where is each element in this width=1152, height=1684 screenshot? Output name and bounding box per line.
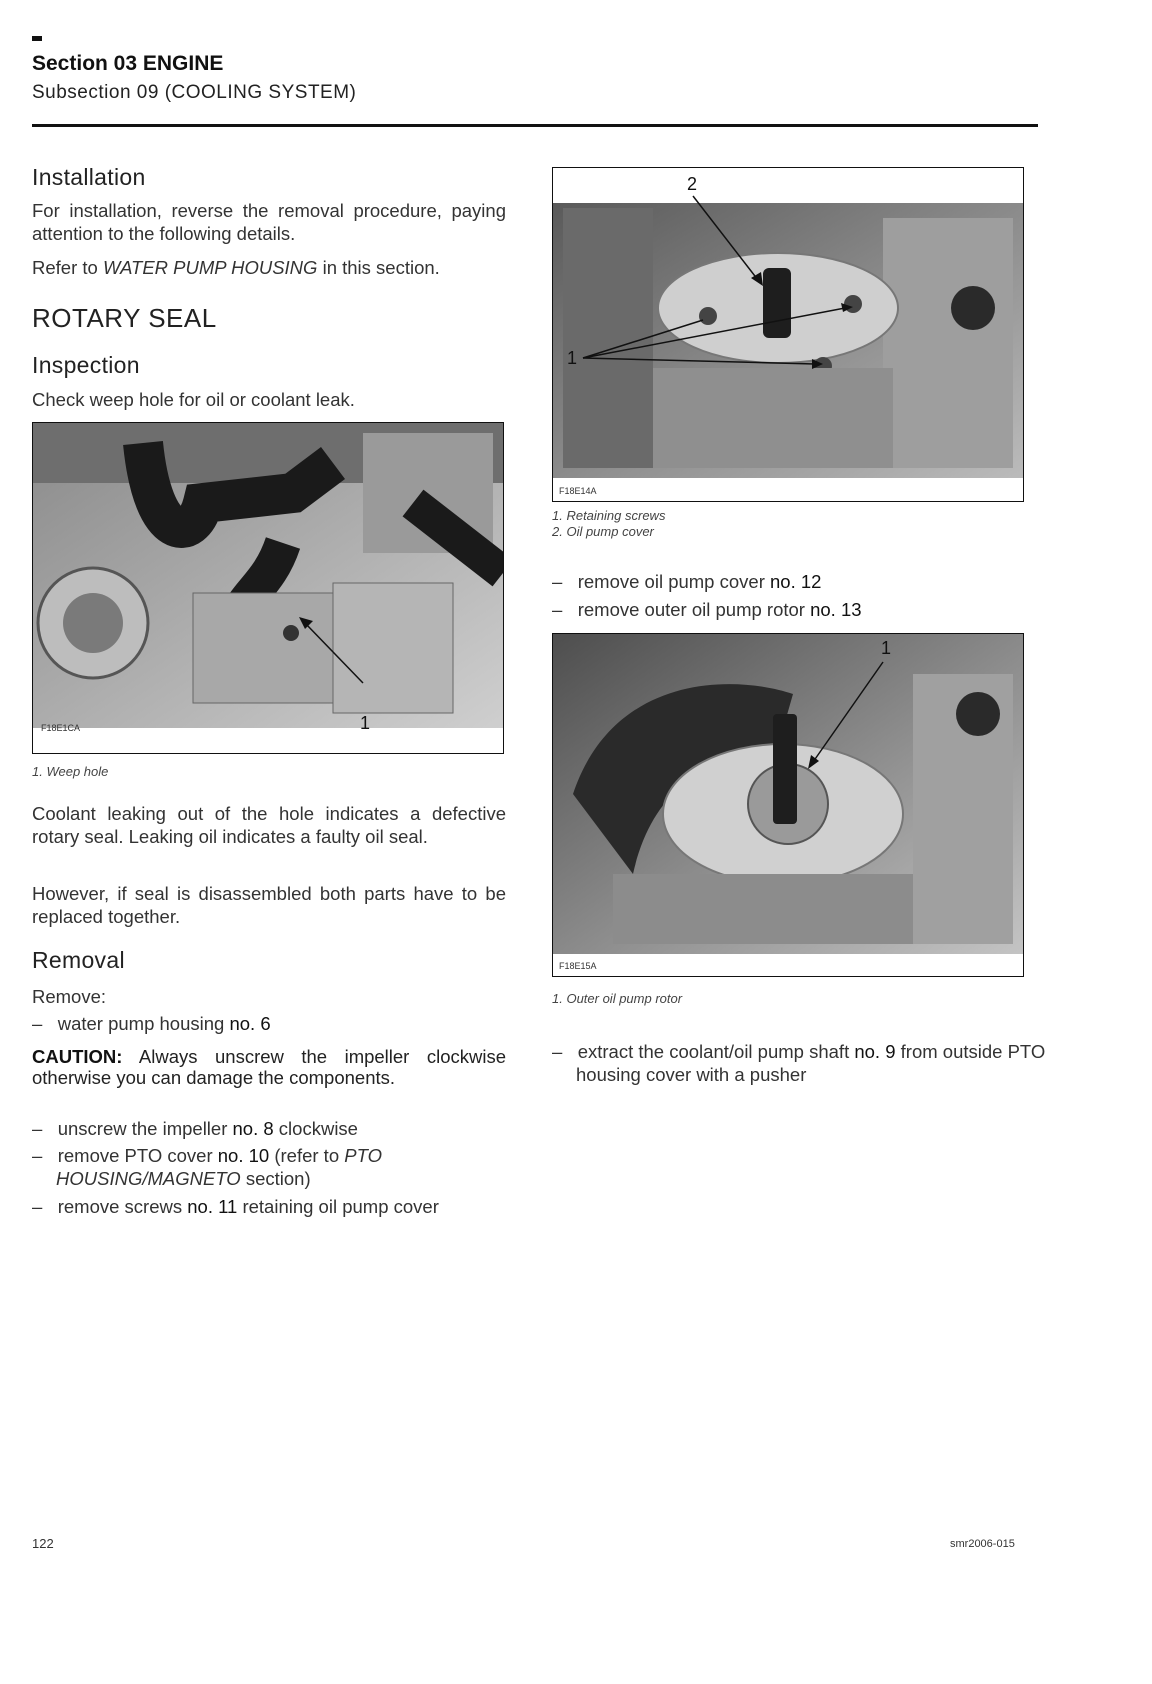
installation-heading: Installation (32, 164, 146, 190)
step-text: from outside PTO housing cover with a pusher (576, 1041, 1046, 1085)
however-paragraph: However, if seal is disassembled both parts have to be replaced together. (32, 883, 506, 927)
figure-code: F18E1CA (41, 723, 81, 733)
figure-weep-hole (32, 422, 504, 754)
part-number: no. 9 (854, 1041, 896, 1062)
step-water-pump: – water pump housing no. 6 (32, 1013, 271, 1034)
step-text: remove outer oil pump rotor (577, 599, 811, 620)
installation-reference (32, 256, 506, 279)
step-text: clockwise (273, 1118, 358, 1139)
figure-oil-pump-cover (552, 167, 1024, 502)
part-number: no. 12 (770, 571, 822, 592)
figure-code: F18E14A (559, 486, 597, 496)
ref-suffix: in this section. (317, 257, 440, 278)
figure-caption: 1. Outer oil pump rotor (552, 991, 683, 1006)
document-code: smr2006-015 (950, 1538, 1015, 1550)
inspection-heading: Inspection (32, 352, 140, 378)
installation-paragraph: For installation, reverse the removal procedure, paying attention to the following details. (32, 200, 506, 244)
part-number: no. 10 (217, 1145, 270, 1166)
inspection-text: Check weep hole for oil or coolant leak. (32, 389, 355, 410)
step-text: section) (240, 1168, 311, 1189)
figure-caption-2: 2. Oil pump cover (552, 524, 654, 539)
step-text: remove PTO cover (57, 1145, 218, 1166)
step-oil-pump-cover: – remove oil pump cover no. 12 (552, 571, 822, 592)
figure-caption-1: 1. Retaining screws (552, 508, 666, 523)
part-number: no. 13 (810, 599, 862, 620)
caution-note (32, 1046, 506, 1088)
step-text: extract the coolant/oil pump shaft (577, 1041, 855, 1062)
page-number: 122 (32, 1536, 54, 1551)
step-pto-cover: – remove PTO cover no. 10 (refer to PTO HOUSING/MAGNETO section) (32, 1145, 382, 1189)
step-text: water pump housing (57, 1013, 230, 1034)
figure-caption: 1. Weep hole (32, 764, 109, 779)
callout-number-1: 1 (567, 348, 578, 368)
rotary-seal-heading: ROTARY SEAL (32, 303, 217, 333)
callout-number-2: 2 (687, 174, 698, 194)
part-number: no. 11 (187, 1196, 238, 1217)
ref-water-pump-housing: WATER PUMP HOUSING (102, 257, 318, 278)
step-screws: – remove screws no. 11 retaining oil pump cover (32, 1196, 439, 1217)
callout-arrows (553, 168, 1023, 501)
step-extract-shaft: – extract the coolant/oil pump shaft no. 9 from outside PTO housing cover with a pusher (552, 1041, 1046, 1085)
step-impeller: – unscrew the impeller no. 8 clockwise (32, 1118, 358, 1139)
remove-label: Remove: (32, 986, 107, 1007)
section-title: Section 03 ENGINE (32, 52, 224, 75)
subsection-title: Subsection 09 (COOLING SYSTEM) (32, 82, 357, 103)
step-text: retaining oil pump cover (237, 1196, 439, 1217)
coolant-paragraph: Coolant leaking out of the hole indicates a defective rotary seal. Leaking oil indicates a faulty oil seal. (32, 803, 506, 847)
step-text: (refer to (269, 1145, 345, 1166)
callout-number: 1 (360, 713, 371, 733)
part-number: no. 6 (229, 1013, 271, 1034)
figure-outer-rotor (552, 633, 1024, 977)
step-text: remove screws (57, 1196, 188, 1217)
figure-code: F18E15A (559, 961, 597, 971)
ref-pto-housing: PTO HOUSING/MAGNETO (56, 1145, 382, 1189)
step-text: unscrew the impeller (57, 1118, 233, 1139)
callout-arrow-1 (553, 634, 1023, 976)
caution-label: CAUTION: (32, 1046, 123, 1067)
part-number: no. 8 (232, 1118, 274, 1139)
caution-text: Always unscrew the impeller clockwise otherwise you can damage the components. (32, 1046, 506, 1088)
removal-heading: Removal (32, 947, 125, 973)
header-rule (32, 124, 1038, 127)
header-mark (32, 36, 42, 41)
step-outer-rotor: – remove outer oil pump rotor no. 13 (552, 599, 862, 620)
callout-arrow-1 (33, 423, 503, 753)
step-text: remove oil pump cover (577, 571, 770, 592)
callout-number: 1 (881, 638, 892, 658)
ref-prefix: Refer to (32, 257, 103, 278)
